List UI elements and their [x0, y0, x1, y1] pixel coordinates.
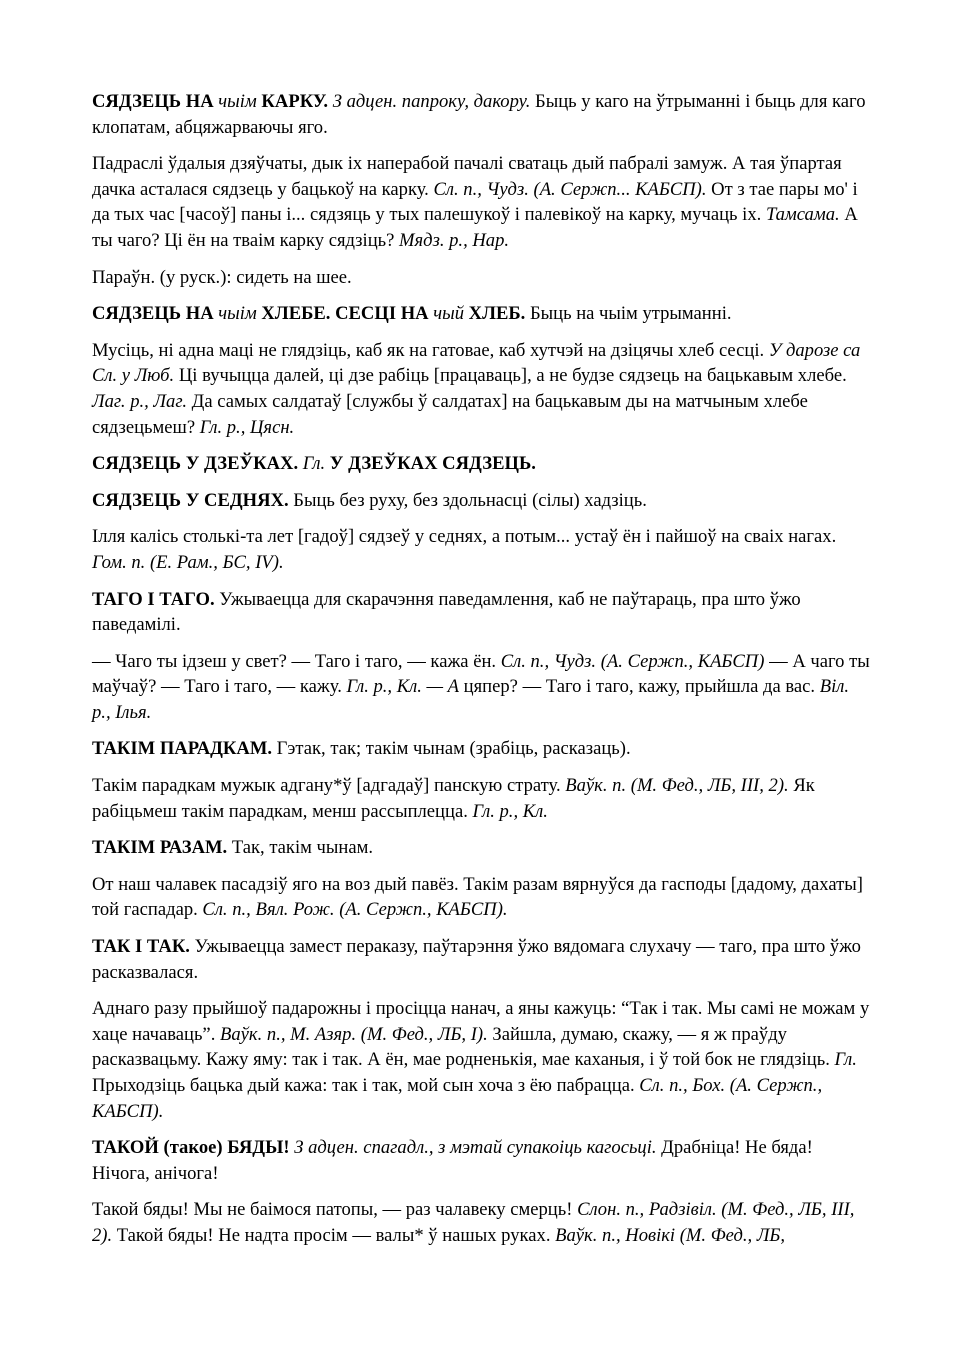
source-ref: У дарозе са Сл. у Люб. — [92, 339, 861, 387]
entry-tak-i-tak — [92, 934, 870, 985]
definition: Драбніца! Не бяда! Нічога, анічога! — [92, 1137, 813, 1184]
source-ref: Сл. п., Вял. Рож. (А. Сержп., КАБСП). — [202, 899, 508, 921]
source-ref: Ваўк. п. (М. Фед., ЛБ, III, 2). — [565, 775, 789, 797]
definition: Гэтак, так; такім чынам (зрабіць, расказаць). — [272, 738, 631, 760]
example-text: Зайшла, думаю, скажу, — я ж праўду расказвацьму. Кажу яму: так і так. А ён, мае родненькія, мае каханыя, і ў той бок не глядзіць. — [92, 1023, 835, 1071]
source-ref: Сл. п., Чудз. (А. Сержп., КАБСП) — [500, 650, 765, 672]
document-page — [92, 89, 870, 1260]
example-text: Такім парадкам мужык адгану*ў [адгадаў] панскую страту. — [92, 775, 566, 797]
entry-syadzec-na-khlebe — [92, 301, 870, 327]
example-paragraph — [92, 1197, 870, 1248]
example-paragraph — [92, 996, 870, 1124]
example-text: Да самых салдатаў [службы ў салдатах] на бацькавым ды на матчыным хлебе сядзецьмеш? — [92, 390, 808, 438]
headword: ТАК І ТАК. — [92, 936, 190, 958]
example-text: Аднаго разу прыйшоў падарожны і просіцца нанач, а яны кажуць: “Так і так. Мы самі не можам у хаце начаваць”. — [92, 998, 870, 1045]
source-ref: Віл. р., Ілья. — [92, 676, 850, 723]
entry-takim-razam — [92, 835, 870, 861]
cross-ref-marker: Гл. — [302, 453, 326, 475]
source-ref: Тамсама. — [765, 204, 840, 226]
source-ref: Гл. — [834, 1049, 857, 1071]
example-text: Мусіць, ні адна маці не глядзіць, каб як на гатовае, каб хутчэй на дзіцячы хлеб сесці. — [92, 339, 769, 361]
example-text: От з тае пары мо' і да тых час [часоў] паны і... сядзяць у тых палешукоў і палевікоў на карку, мучаць іх. — [92, 178, 858, 226]
headword: ХЛЕБ. — [464, 303, 526, 325]
example-paragraph — [92, 649, 870, 726]
headword: У ДЗЕЎКАХ СЯДЗЕЦЬ. — [325, 453, 536, 475]
example-text: Як рабіцьмеш такім парадкам, менш рассыплецца. — [92, 775, 815, 822]
example-text: Падраслі ўдалыя дзяўчаты, дык іх наперабой пачалі сватаць дый пабралі замуж. А тая ўпартая дачка асталася сядзець у бацькоў на карку. — [92, 153, 842, 200]
headword: ТАКІМ ПАРАДКАМ. — [92, 738, 273, 760]
source-ref: Гом. п. (Е. Рам., БС, IV). — [92, 551, 284, 573]
source-ref: Ваўк. п., М. Азяр. (М. Фед., ЛБ, I). — [220, 1023, 488, 1045]
source-ref: Сл. п., Чудз. (А. Сержп... КАБСП). — [433, 178, 707, 200]
source-ref: Ваўк. п., Новікі (М. Фед., ЛБ, — [555, 1224, 786, 1246]
definition: Так, такім чынам. — [227, 837, 374, 859]
example-paragraph — [92, 524, 870, 575]
definition: Быць у каго на ўтрыманні і быць для каго клопатам, абцяжарваючы яго. — [92, 91, 866, 138]
entry-takoi-byady — [92, 1135, 870, 1186]
headword: СЯДЗЕЦЬ НА — [92, 303, 219, 325]
entry-syadzec-u-sednyakh — [92, 488, 870, 514]
headword: СЯДЗЕЦЬ У ДЗЕЎКАХ. — [92, 453, 303, 475]
source-ref: Гл. р., Кл. — А — [346, 676, 460, 698]
example-text: Ілля калісь столькі-та лет [гадоў] сядзеў у седнях, а потым... устаў ён і пайшоў на сваіх нагах. — [92, 526, 837, 548]
source-ref: Гл. р., Цясн. — [199, 416, 295, 438]
headword-note: чыім — [218, 91, 257, 112]
entry-tago-i-tago — [92, 587, 870, 638]
headword: ХЛЕБЕ. СЕСЦІ НА — [256, 303, 434, 325]
definition: Ужываецца замест пераказу, паўтарэння ўжо вядомага слухачу — таго, пра што ўжо расказвалася. — [92, 936, 861, 983]
usage-note: З адцен. спагадл., з мэтай супакоіць кагосьці. — [294, 1137, 657, 1159]
example-text: — А чаго ты маўчаў? — Таго і таго, — кажу. — [92, 650, 870, 698]
example-text: Прыходзіць бацька дый кажа: так і так, мой сын хоча з ёю пабрацца. — [92, 1075, 640, 1096]
example-paragraph — [92, 338, 870, 440]
entry-syadzec-na-karku — [92, 89, 870, 140]
definition: Быць на чыім утрыманні. — [525, 303, 732, 325]
source-ref: Лаг. р., Лаг. — [92, 390, 187, 412]
example-text: От наш чалавек пасадзіў яго на воз дый павёз. Такім разам вярнуўся да гасподы [дадому, дахаты] той гаспадар. — [92, 873, 863, 921]
example-text: Такой бяды! Мы не баімося патопы, — раз чалавеку смерць! — [92, 1199, 578, 1221]
headword-note: чыім — [218, 303, 257, 325]
example-text: А ты чаго? Ці ён на тваім карку сядзіць? — [92, 204, 858, 251]
example-paragraph — [92, 773, 870, 824]
example-text: цяпер? — Таго і таго, кажу, прыйшла да вас. — [459, 676, 820, 698]
example-paragraph — [92, 872, 870, 923]
comparison-note — [92, 265, 870, 291]
example-text: — Чаго ты ідзеш у свет? — Таго і таго, — кажа ён. — [92, 650, 501, 672]
source-ref: Мядз. р., Нар. — [399, 229, 510, 251]
headword: ТАКІМ РАЗАМ. — [92, 837, 228, 859]
headword: СЯДЗЕЦЬ НА — [92, 91, 219, 112]
example-paragraph — [92, 151, 870, 253]
example-text: Ці вучыцца далей, ці дзе рабіць [працаваць], а не будзе сядзець на бацькавым хлебе. — [174, 365, 847, 387]
source-ref: Слон. п., Радзівіл. (М. Фед., ЛБ, III, 2). — [92, 1199, 855, 1246]
source-ref: Гл. р., Кл. — [472, 800, 548, 822]
definition: Ужываецца для скарачэння паведамлення, каб не паўтараць, пра што ўжо паведамілі. — [92, 588, 801, 636]
headword: КАРКУ. — [256, 91, 333, 112]
usage-note: З адцен. папроку, дакору. — [332, 91, 531, 112]
definition: Быць без руху, без здольнасці (сілы) хадзіць. — [288, 489, 647, 511]
comparison-text: Параўн. (у руск.): сидеть на шее. — [92, 266, 352, 288]
headword: СЯДЗЕЦЬ У СЕДНЯХ. — [92, 489, 289, 511]
headword: ТАГО І ТАГО. — [92, 588, 215, 610]
source-ref: Сл. п., Бох. (А. Сержп., КАБСП). — [92, 1075, 823, 1122]
entry-syadzec-u-dzeukakh — [92, 451, 870, 477]
headword: ТАКОЙ (такое) БЯДЫ! — [92, 1137, 290, 1159]
example-text: Такой бяды! Не надта просім — валы* ў нашых руках. — [112, 1224, 556, 1246]
entry-takim-paradkam — [92, 736, 870, 762]
headword-note: чый — [433, 303, 465, 325]
